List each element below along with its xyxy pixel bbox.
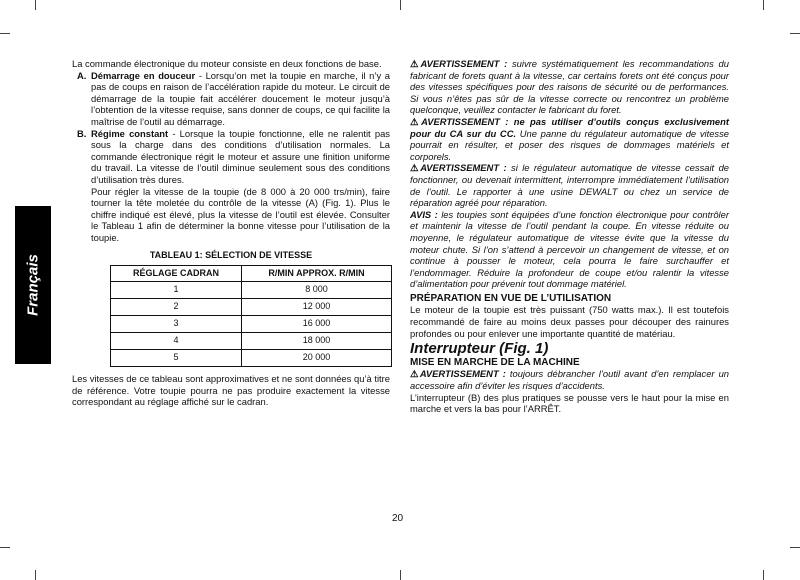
list-item-title: Démarrage en douceur xyxy=(91,69,196,81)
warning-triangle-icon: ⚠ xyxy=(410,115,422,127)
table-cell: 3 xyxy=(111,316,242,333)
list-item-constant-speed xyxy=(72,128,390,244)
crop-mark xyxy=(790,547,800,548)
language-tab xyxy=(15,206,51,364)
warning-bold-text: exclusivement pour du CA sur du CC. xyxy=(410,115,729,139)
table-cell: 20 000 xyxy=(242,350,392,367)
table-cell: 2 xyxy=(111,299,242,316)
page-number: 20 xyxy=(392,513,404,524)
outro-paragraph: Les vitesses de ce tableau sont approximatives et ne sont données qu’à titre de référence. Votre toupie pourra ne pas produire exactement la vitesse correspondant au réglage affiché sur le cadran. xyxy=(72,373,390,408)
warning-text: suivre systématiquement les recommandations du fabricant de forets quant à la vitesse, car certains forets ont été conçus pour des vitesses spécifiques pour des raisons de sécurité ou de performances. Si vous n’êtes pas sûr de la vitesse correcte ou rencontrez un problème quelconque, veuillez contacter le fabricant du foret. xyxy=(410,58,729,116)
table-row xyxy=(111,282,392,299)
warning-paragraph xyxy=(410,368,729,391)
list-item-continuation: Pour régler la vitesse de la toupie (de 8 000 à 20 000 trs/min), faire tourner la tête moletée du contrôle de la vitesse (A) (Fig. 1). Plus le chiffre indiqué est élevé, plus la vitesse de l’outil est élevée. Consulter le Tableau 1 afin de déterminer la bonne vitesse pour l’utilisation de la toupie. xyxy=(91,185,390,243)
crop-mark xyxy=(790,33,800,34)
warning-paragraph xyxy=(410,162,729,208)
table-cell: 4 xyxy=(111,333,242,350)
warning-text: Une panne du régulateur automatique de vitesse pourrait en résulter, et poser des risques de dommages matériels et corporels. xyxy=(410,127,729,162)
section-heading: MISE EN MARCHE DE LA MACHINE xyxy=(410,356,580,368)
table-header-cell: R/MIN APPROX. R/MIN xyxy=(242,266,392,282)
list-item-marker: B. xyxy=(77,127,87,139)
notice-paragraph xyxy=(410,209,729,290)
warning-triangle-icon: ⚠ xyxy=(410,58,421,69)
list-item-marker: A. xyxy=(77,69,87,81)
crop-mark xyxy=(35,570,36,580)
speed-table xyxy=(110,265,392,367)
language-tab-label: Français xyxy=(24,254,42,316)
table-header-row xyxy=(111,266,392,282)
table-cell: 1 xyxy=(111,282,242,299)
table-title: TABLEAU 1: SÉLECTION DE VITESSE xyxy=(149,249,313,260)
table-header-cell: RÉGLAGE CADRAN xyxy=(111,266,242,282)
table-row xyxy=(111,316,392,333)
table-cell: 8 000 xyxy=(242,282,392,299)
warning-text: toujours débrancher l’outil avant d’en remplacer un accessoire afin d’éviter les risques d’accidents. xyxy=(410,368,730,392)
table-row xyxy=(111,350,392,367)
switch-paragraph: L’interrupteur (B) des plus pratiques se pousse vers le haut pour la mise en marche et vers la bas pour l’ARRÊT. xyxy=(410,391,729,415)
table-cell: 16 000 xyxy=(242,316,392,333)
crop-mark xyxy=(0,547,10,548)
table-row xyxy=(111,299,392,316)
warning-triangle-icon: ⚠ xyxy=(410,162,421,174)
left-column xyxy=(72,58,390,408)
table-row xyxy=(111,333,392,350)
notice-label: AVIS : xyxy=(410,208,438,220)
list-item-text: - Lorsqu’on met la toupie en marche, il n’y a pas de coups en raison de l’accélération rapide du moteur. Le circuit de démarrage de la toupie fait accélérer doucement le moteur jusqu’à l’obtention de la vitesse requise, sans donner de coups, ce qui facilite la maîtrise de l’outil au démarrage. xyxy=(91,69,390,127)
crop-mark xyxy=(400,570,401,580)
intro-paragraph: La commande électronique du moteur consiste en deux fonctions de base. xyxy=(72,58,382,69)
list-item-soft-start xyxy=(72,70,390,128)
right-column xyxy=(410,58,729,415)
list-item-title: Régime constant xyxy=(91,127,169,139)
crop-mark xyxy=(400,0,401,10)
crop-mark xyxy=(763,570,764,580)
table-cell: 5 xyxy=(111,350,242,367)
warning-triangle-icon: ⚠ xyxy=(410,368,420,380)
warning-label: AVERTISSEMENT : xyxy=(419,368,506,380)
feature-list xyxy=(72,70,390,244)
prep-paragraph: Le moteur de la toupie est très puissant (750 watts max.). Il est toutefois recommandé de faire au moins deux passes pour découper des rainures profondes ou pour enlever une importante quantité de matériau. xyxy=(410,304,729,339)
crop-mark xyxy=(763,0,764,10)
warning-paragraph xyxy=(410,116,729,162)
warning-label: AVERTISSEMENT : xyxy=(420,162,507,174)
crop-mark xyxy=(0,33,10,34)
table-cell: 12 000 xyxy=(242,299,392,316)
switch-heading: Interrupteur (Fig. 1) xyxy=(410,340,549,358)
crop-mark xyxy=(35,0,36,10)
list-item-text: - Lorsque la toupie fonctionne, elle ne ralentit pas sous la charge dans des conditions d’utilisation normales. La commande électronique régit le moteur et assure une finition uniforme du travail. La vitesse de l’outil diminue seulement sous des conditions d’utilisation très dures. xyxy=(91,127,390,185)
warning-label: AVERTISSEMENT : xyxy=(420,58,508,69)
warning-label: AVERTISSEMENT : ne pas utiliser d’outils conçus xyxy=(421,115,660,127)
table-cell: 18 000 xyxy=(242,333,392,350)
warning-paragraph xyxy=(410,58,729,116)
warning-text: si le régulateur automatique de vitesse cessait de fonctionner, ou devenait intermittent, interrompre immédiatement l’utilisation de l’outil. Le rapporter à une usine DEWALT ou chez un service de réparation agréé pour réparation. xyxy=(410,162,729,209)
section-heading: PRÉPARATION EN VUE DE L’UTILISATION xyxy=(410,292,612,304)
notice-text: les toupies sont équipées d’une fonction électronique pour contrôler et maintenir la vitesse de l’outil pendant la coupe. En vitesse réduite ou moyenne, le régulateur automatique de vitesse évite que la vitesse du moteur chute. Si l’on s’attend à percevoir un changement de vitesse, et on continue à pousser le moteur, cela pourra le faire surchauffer et l’endommager. Réduire la profondeur de coupe et/ou ralentir la vitesse d’alimentation pour prévenir tout dommage matériel. xyxy=(410,208,729,290)
